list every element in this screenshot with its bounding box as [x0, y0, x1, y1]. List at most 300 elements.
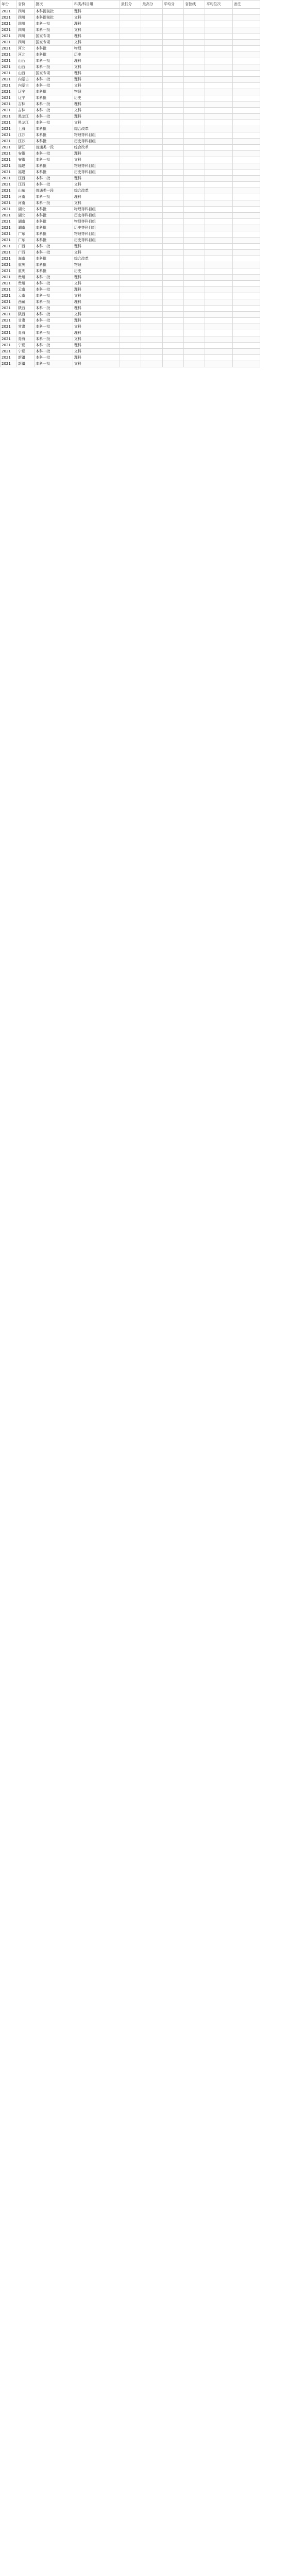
cell-avg-score — [162, 250, 183, 256]
cell-note — [232, 40, 260, 46]
cell-min-score — [120, 225, 141, 231]
cell-control-line — [184, 71, 205, 77]
cell-avg-rank — [205, 244, 232, 250]
cell-subject: 理科 — [73, 318, 120, 324]
cell-province: 黑龙江 — [16, 114, 34, 120]
cell-year: 2021 — [1, 114, 17, 120]
cell-note — [232, 15, 260, 21]
cell-province: 甘肃 — [16, 318, 34, 324]
cell-avg-rank — [205, 9, 232, 15]
cell-min-score — [120, 343, 141, 349]
cell-batch: 本科一批 — [35, 64, 73, 71]
cell-control-line — [184, 281, 205, 287]
cell-batch: 本科一批 — [35, 108, 73, 114]
cell-subject: 物理 — [73, 46, 120, 52]
cell-subject: 物理 — [73, 89, 120, 95]
cell-year: 2021 — [1, 145, 17, 151]
cell-note — [232, 330, 260, 336]
cell-batch: 本科一批 — [35, 58, 73, 64]
cell-avg-rank — [205, 15, 232, 21]
cell-max-score — [141, 343, 162, 349]
cell-avg-rank — [205, 336, 232, 343]
cell-control-line — [184, 21, 205, 27]
cell-control-line — [184, 64, 205, 71]
cell-max-score — [141, 225, 162, 231]
cell-note — [232, 219, 260, 225]
cell-avg-score — [162, 40, 183, 46]
cell-subject: 文科 — [73, 336, 120, 343]
cell-batch: 本科一批 — [35, 194, 73, 200]
cell-max-score — [141, 27, 162, 33]
cell-note — [232, 27, 260, 33]
cell-avg-rank — [205, 27, 232, 33]
table-row — [1, 27, 260, 33]
cell-avg-score — [162, 176, 183, 182]
cell-province: 江苏 — [16, 139, 34, 145]
cell-avg-rank — [205, 71, 232, 77]
cell-control-line — [184, 349, 205, 355]
cell-control-line — [184, 77, 205, 83]
cell-note — [232, 293, 260, 299]
cell-batch: 本科提前批 — [35, 9, 73, 15]
cell-max-score — [141, 293, 162, 299]
cell-control-line — [184, 219, 205, 225]
cell-control-line — [184, 52, 205, 58]
cell-province: 江西 — [16, 182, 34, 188]
cell-province: 河北 — [16, 46, 34, 52]
cell-control-line — [184, 182, 205, 188]
cell-avg-rank — [205, 355, 232, 361]
cell-control-line — [184, 33, 205, 40]
cell-min-score — [120, 256, 141, 262]
cell-control-line — [184, 95, 205, 101]
cell-subject: 文科 — [73, 40, 120, 46]
cell-batch: 本科一批 — [35, 349, 73, 355]
cell-province: 云南 — [16, 287, 34, 293]
cell-min-score — [120, 27, 141, 33]
table-row — [1, 64, 260, 71]
cell-avg-score — [162, 163, 183, 170]
cell-subject: 理科 — [73, 343, 120, 349]
cell-year: 2021 — [1, 182, 17, 188]
table-row — [1, 77, 260, 83]
cell-control-line — [184, 213, 205, 219]
cell-note — [232, 33, 260, 40]
cell-batch: 本科批 — [35, 225, 73, 231]
cell-note — [232, 262, 260, 268]
cell-avg-score — [162, 188, 183, 194]
cell-year: 2021 — [1, 312, 17, 318]
cell-max-score — [141, 40, 162, 46]
cell-subject: 文科 — [73, 120, 120, 126]
cell-year: 2021 — [1, 200, 17, 207]
cell-control-line — [184, 151, 205, 157]
cell-province: 宁夏 — [16, 343, 34, 349]
cell-avg-score — [162, 89, 183, 95]
table-header — [1, 1, 260, 9]
cell-note — [232, 244, 260, 250]
table-row — [1, 238, 260, 244]
cell-batch: 本科批 — [35, 132, 73, 139]
cell-avg-score — [162, 225, 183, 231]
cell-min-score — [120, 281, 141, 287]
cell-avg-rank — [205, 126, 232, 132]
cell-subject: 综合改革 — [73, 145, 120, 151]
cell-control-line — [184, 114, 205, 120]
cell-batch: 普通类一段 — [35, 145, 73, 151]
cell-control-line — [184, 312, 205, 318]
cell-control-line — [184, 256, 205, 262]
cell-avg-score — [162, 33, 183, 40]
cell-province: 宁夏 — [16, 349, 34, 355]
cell-avg-score — [162, 268, 183, 275]
cell-note — [232, 89, 260, 95]
table-row — [1, 336, 260, 343]
cell-batch: 本科一批 — [35, 318, 73, 324]
cell-max-score — [141, 21, 162, 27]
cell-province: 山西 — [16, 71, 34, 77]
cell-min-score — [120, 275, 141, 281]
cell-control-line — [184, 83, 205, 89]
cell-min-score — [120, 306, 141, 312]
cell-avg-score — [162, 318, 183, 324]
cell-note — [232, 126, 260, 132]
table-row — [1, 361, 260, 367]
cell-province: 新疆 — [16, 355, 34, 361]
cell-province: 四川 — [16, 33, 34, 40]
cell-year: 2021 — [1, 83, 17, 89]
cell-avg-score — [162, 275, 183, 281]
cell-province: 贵州 — [16, 275, 34, 281]
cell-min-score — [120, 318, 141, 324]
cell-batch: 本科一批 — [35, 299, 73, 306]
cell-batch: 本科一批 — [35, 336, 73, 343]
cell-batch: 本科一批 — [35, 21, 73, 27]
cell-min-score — [120, 157, 141, 163]
cell-subject: 文科 — [73, 361, 120, 367]
cell-max-score — [141, 188, 162, 194]
cell-avg-score — [162, 231, 183, 238]
cell-year: 2021 — [1, 355, 17, 361]
cell-avg-score — [162, 361, 183, 367]
cell-province: 四川 — [16, 9, 34, 15]
cell-note — [232, 299, 260, 306]
cell-max-score — [141, 157, 162, 163]
cell-year: 2021 — [1, 120, 17, 126]
cell-avg-score — [162, 262, 183, 268]
cell-batch: 本科批 — [35, 219, 73, 225]
cell-batch: 本科批 — [35, 231, 73, 238]
cell-min-score — [120, 101, 141, 108]
cell-subject: 文科 — [73, 250, 120, 256]
cell-avg-rank — [205, 262, 232, 268]
cell-note — [232, 95, 260, 101]
header-batch: 批次 — [35, 1, 73, 9]
cell-subject: 文科 — [73, 64, 120, 71]
table-row — [1, 15, 260, 21]
cell-subject: 理科 — [73, 101, 120, 108]
cell-control-line — [184, 250, 205, 256]
cell-subject: 物理等科目组 — [73, 163, 120, 170]
cell-avg-rank — [205, 200, 232, 207]
cell-control-line — [184, 262, 205, 268]
cell-min-score — [120, 207, 141, 213]
table-row — [1, 157, 260, 163]
cell-control-line — [184, 200, 205, 207]
cell-min-score — [120, 200, 141, 207]
cell-subject: 物理等科目组 — [73, 231, 120, 238]
cell-batch: 本科一批 — [35, 324, 73, 330]
cell-control-line — [184, 188, 205, 194]
table-row — [1, 256, 260, 262]
cell-max-score — [141, 318, 162, 324]
cell-batch: 国家专项 — [35, 33, 73, 40]
cell-avg-rank — [205, 132, 232, 139]
table-row — [1, 163, 260, 170]
cell-avg-score — [162, 108, 183, 114]
table-row — [1, 281, 260, 287]
cell-avg-rank — [205, 139, 232, 145]
cell-subject: 物理 — [73, 262, 120, 268]
cell-control-line — [184, 40, 205, 46]
cell-year: 2021 — [1, 126, 17, 132]
cell-max-score — [141, 71, 162, 77]
cell-year: 2021 — [1, 250, 17, 256]
cell-province: 青海 — [16, 336, 34, 343]
cell-note — [232, 231, 260, 238]
cell-avg-rank — [205, 268, 232, 275]
cell-year: 2021 — [1, 151, 17, 157]
cell-year: 2021 — [1, 349, 17, 355]
cell-max-score — [141, 83, 162, 89]
cell-control-line — [184, 89, 205, 95]
cell-max-score — [141, 355, 162, 361]
cell-avg-rank — [205, 120, 232, 126]
cell-subject: 理科 — [73, 58, 120, 64]
cell-province: 河南 — [16, 200, 34, 207]
cell-avg-score — [162, 207, 183, 213]
cell-avg-score — [162, 95, 183, 101]
cell-avg-rank — [205, 101, 232, 108]
cell-note — [232, 250, 260, 256]
cell-subject: 理科 — [73, 151, 120, 157]
cell-batch: 本科批 — [35, 95, 73, 101]
table-row — [1, 71, 260, 77]
cell-year: 2021 — [1, 108, 17, 114]
cell-subject: 理科 — [73, 287, 120, 293]
table-row — [1, 287, 260, 293]
cell-max-score — [141, 361, 162, 367]
cell-subject: 历史等科目组 — [73, 225, 120, 231]
cell-min-score — [120, 40, 141, 46]
cell-control-line — [184, 244, 205, 250]
cell-note — [232, 268, 260, 275]
cell-avg-rank — [205, 194, 232, 200]
cell-subject: 历史 — [73, 52, 120, 58]
table-row — [1, 21, 260, 27]
cell-province: 辽宁 — [16, 89, 34, 95]
cell-control-line — [184, 306, 205, 312]
cell-note — [232, 132, 260, 139]
cell-max-score — [141, 200, 162, 207]
table-row — [1, 312, 260, 318]
cell-year: 2021 — [1, 188, 17, 194]
cell-note — [232, 58, 260, 64]
cell-batch: 本科一批 — [35, 200, 73, 207]
cell-avg-rank — [205, 157, 232, 163]
cell-province: 青海 — [16, 330, 34, 336]
cell-year: 2021 — [1, 46, 17, 52]
cell-note — [232, 46, 260, 52]
cell-year: 2021 — [1, 157, 17, 163]
cell-control-line — [184, 330, 205, 336]
cell-batch: 本科一批 — [35, 281, 73, 287]
cell-province: 浙江 — [16, 145, 34, 151]
cell-subject: 文科 — [73, 108, 120, 114]
cell-year: 2021 — [1, 299, 17, 306]
cell-note — [232, 188, 260, 194]
cell-year: 2021 — [1, 256, 17, 262]
cell-max-score — [141, 244, 162, 250]
cell-batch: 本科一批 — [35, 101, 73, 108]
cell-min-score — [120, 324, 141, 330]
cell-min-score — [120, 213, 141, 219]
cell-year: 2021 — [1, 219, 17, 225]
cell-batch: 本科批 — [35, 207, 73, 213]
cell-avg-score — [162, 244, 183, 250]
cell-batch: 本科批 — [35, 139, 73, 145]
cell-year: 2021 — [1, 176, 17, 182]
cell-control-line — [184, 194, 205, 200]
cell-control-line — [184, 231, 205, 238]
cell-province: 贵州 — [16, 281, 34, 287]
cell-avg-score — [162, 287, 183, 293]
table-row — [1, 120, 260, 126]
cell-avg-score — [162, 27, 183, 33]
cell-control-line — [184, 157, 205, 163]
header-row — [1, 1, 260, 9]
cell-note — [232, 108, 260, 114]
cell-note — [232, 238, 260, 244]
cell-min-score — [120, 293, 141, 299]
cell-province: 广西 — [16, 244, 34, 250]
cell-subject: 文科 — [73, 83, 120, 89]
table-row — [1, 46, 260, 52]
cell-note — [232, 182, 260, 188]
cell-avg-score — [162, 126, 183, 132]
cell-province: 西藏 — [16, 299, 34, 306]
cell-max-score — [141, 238, 162, 244]
cell-control-line — [184, 15, 205, 21]
table-row — [1, 151, 260, 157]
cell-year: 2021 — [1, 15, 17, 21]
cell-avg-score — [162, 312, 183, 318]
admission-score-table-sheet — [0, 0, 286, 367]
cell-batch: 国家专项 — [35, 71, 73, 77]
table-row — [1, 126, 260, 132]
cell-subject: 文科 — [73, 182, 120, 188]
table-row — [1, 145, 260, 151]
cell-note — [232, 256, 260, 262]
cell-subject: 历史 — [73, 95, 120, 101]
cell-avg-rank — [205, 151, 232, 157]
cell-province: 重庆 — [16, 268, 34, 275]
table-row — [1, 219, 260, 225]
cell-subject: 理科 — [73, 194, 120, 200]
cell-year: 2021 — [1, 207, 17, 213]
cell-control-line — [184, 287, 205, 293]
table-row — [1, 349, 260, 355]
cell-note — [232, 306, 260, 312]
cell-note — [232, 336, 260, 343]
cell-min-score — [120, 312, 141, 318]
header-subject: 科类/科目组 — [73, 1, 120, 9]
cell-avg-rank — [205, 64, 232, 71]
cell-province: 江苏 — [16, 132, 34, 139]
cell-batch: 本科一批 — [35, 343, 73, 349]
cell-avg-score — [162, 145, 183, 151]
cell-control-line — [184, 336, 205, 343]
cell-min-score — [120, 108, 141, 114]
cell-year: 2021 — [1, 318, 17, 324]
cell-year: 2021 — [1, 71, 17, 77]
cell-province: 内蒙古 — [16, 83, 34, 89]
cell-avg-score — [162, 336, 183, 343]
cell-note — [232, 312, 260, 318]
cell-max-score — [141, 58, 162, 64]
cell-avg-score — [162, 324, 183, 330]
cell-subject: 历史等科目组 — [73, 170, 120, 176]
cell-subject: 理科 — [73, 299, 120, 306]
table-row — [1, 355, 260, 361]
cell-province: 重庆 — [16, 262, 34, 268]
cell-min-score — [120, 330, 141, 336]
cell-batch: 本科一批 — [35, 151, 73, 157]
cell-max-score — [141, 9, 162, 15]
cell-max-score — [141, 275, 162, 281]
cell-subject: 文科 — [73, 293, 120, 299]
cell-control-line — [184, 58, 205, 64]
cell-year: 2021 — [1, 343, 17, 349]
cell-batch: 本科一批 — [35, 83, 73, 89]
cell-subject: 理科 — [73, 306, 120, 312]
cell-min-score — [120, 132, 141, 139]
cell-note — [232, 71, 260, 77]
cell-province: 陕西 — [16, 306, 34, 312]
header-control-line: 省控线 — [184, 1, 205, 9]
table-row — [1, 244, 260, 250]
cell-min-score — [120, 83, 141, 89]
cell-batch: 本科一批 — [35, 27, 73, 33]
cell-subject: 文科 — [73, 200, 120, 207]
cell-max-score — [141, 262, 162, 268]
cell-min-score — [120, 219, 141, 225]
cell-max-score — [141, 108, 162, 114]
cell-max-score — [141, 194, 162, 200]
cell-min-score — [120, 355, 141, 361]
cell-avg-score — [162, 46, 183, 52]
cell-max-score — [141, 126, 162, 132]
cell-year: 2021 — [1, 52, 17, 58]
cell-avg-score — [162, 77, 183, 83]
cell-avg-rank — [205, 256, 232, 262]
cell-avg-rank — [205, 219, 232, 225]
cell-min-score — [120, 95, 141, 101]
cell-subject: 历史等科目组 — [73, 139, 120, 145]
cell-control-line — [184, 108, 205, 114]
cell-subject: 综合改革 — [73, 256, 120, 262]
table-row — [1, 268, 260, 275]
